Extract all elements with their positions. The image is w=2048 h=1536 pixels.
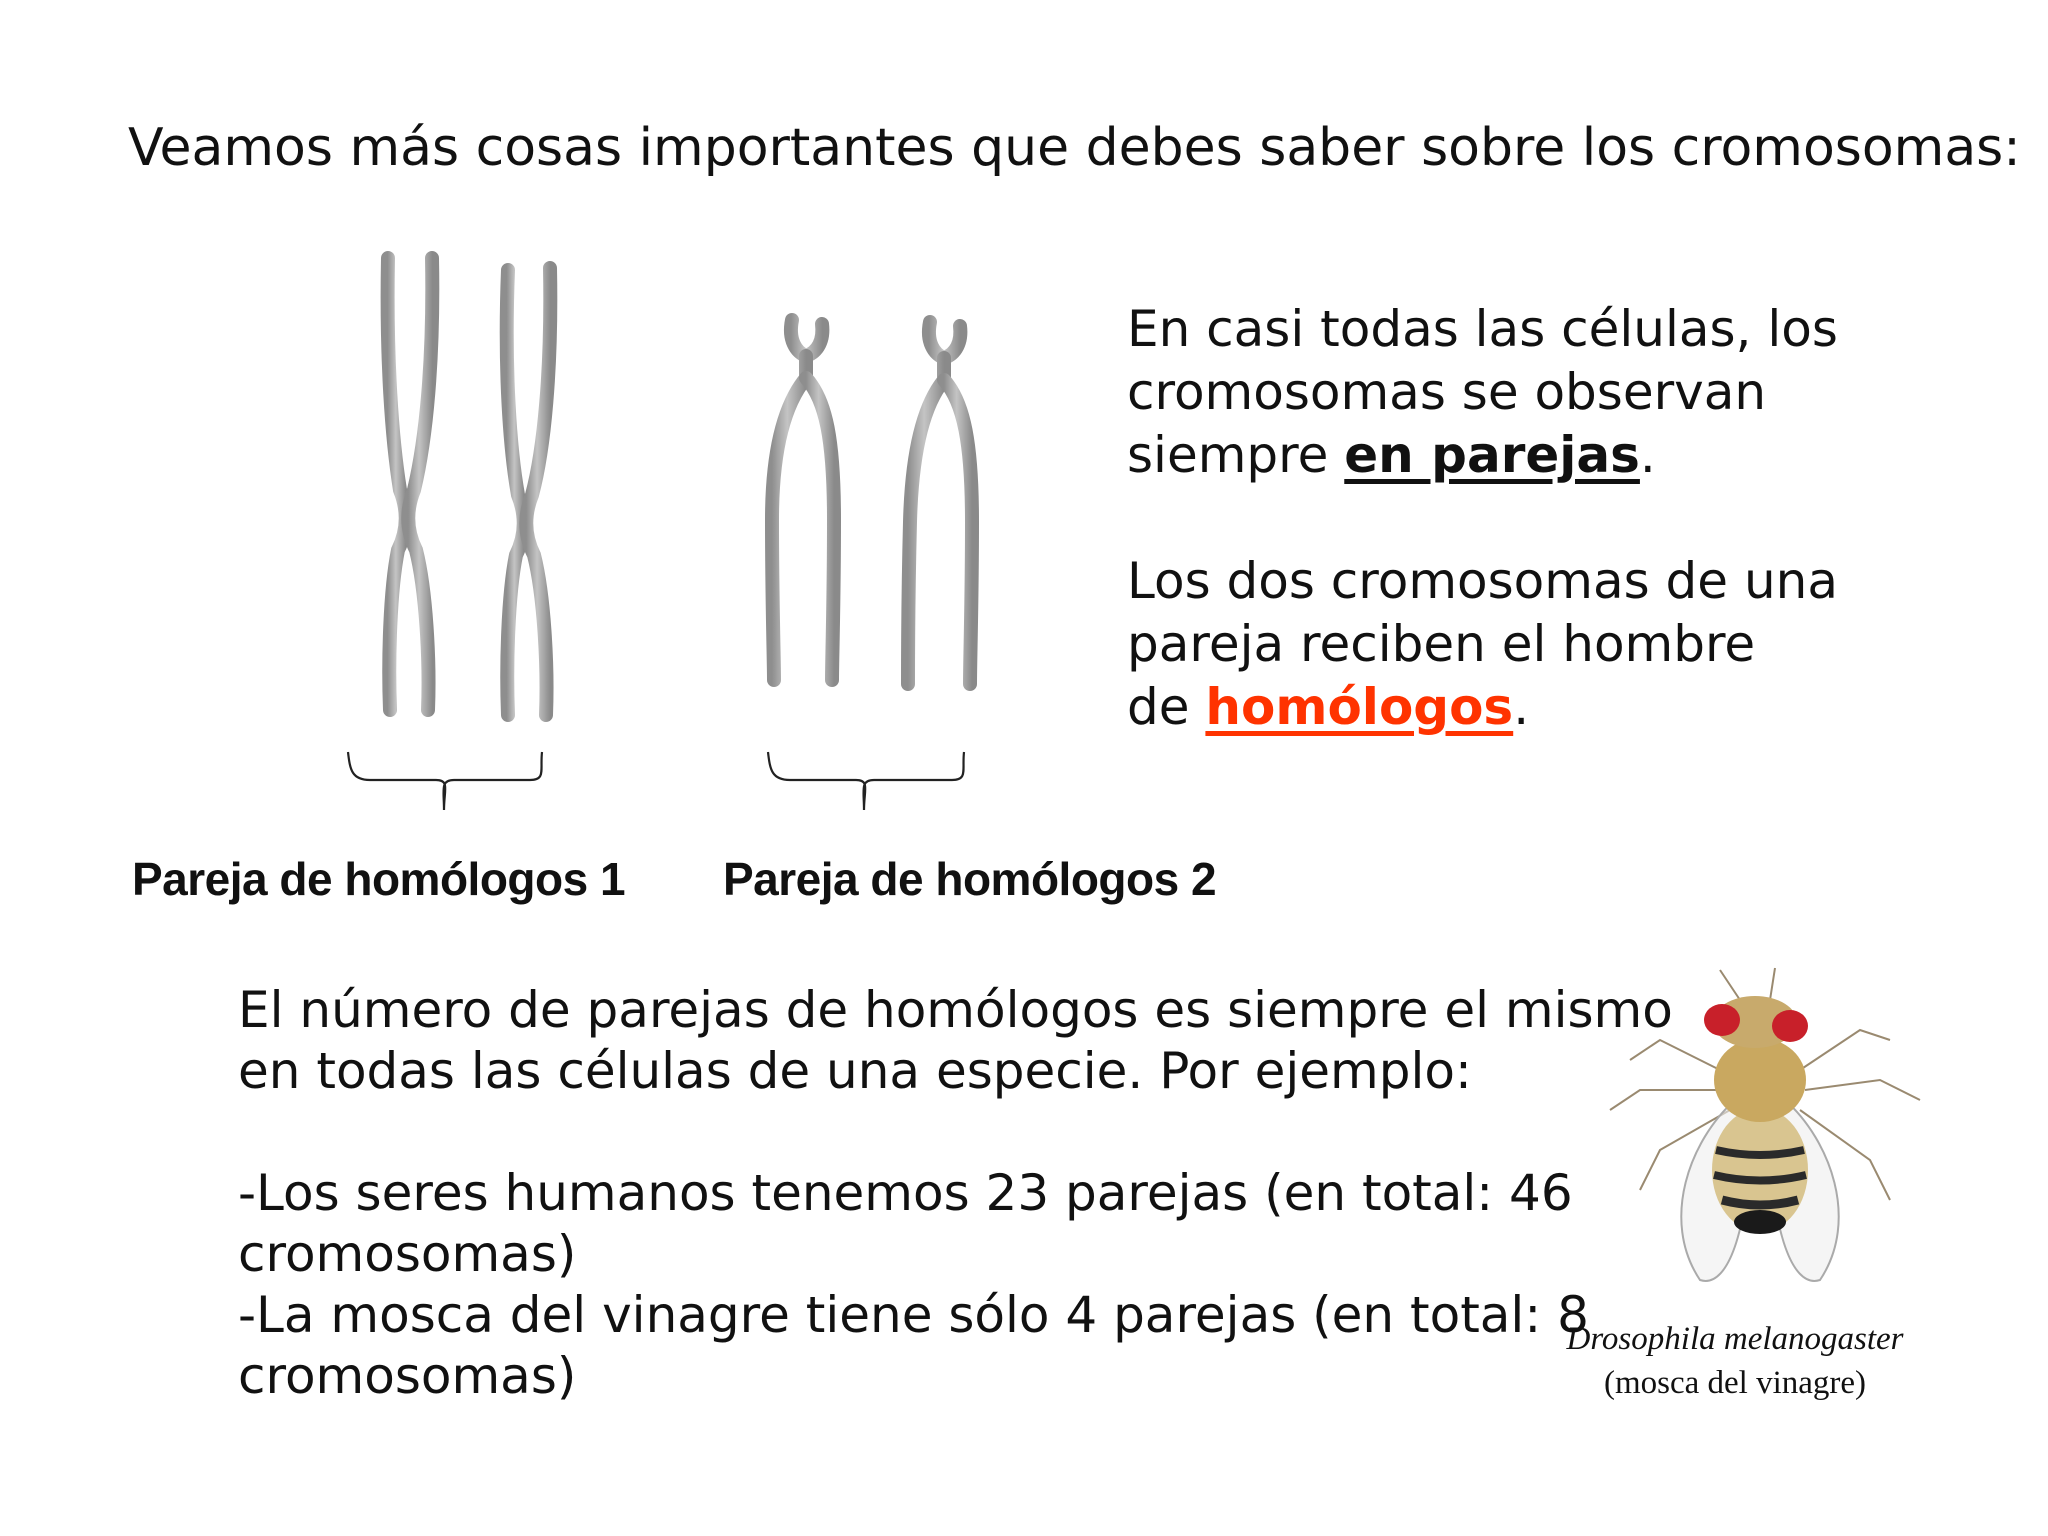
chromosome-pair-1 <box>388 258 551 715</box>
common-name: (mosca del vinagre) <box>1603 1365 1867 1401</box>
text-line: en todas las células de una especie. Por ejemplo: <box>238 1042 1472 1100</box>
pair-1-label: Pareja de homólogos 1 <box>132 853 626 905</box>
homologous-explanation <box>1127 298 1838 739</box>
chromosome-pairs-illustration <box>340 240 1020 820</box>
fly-caption <box>1555 1317 1915 1405</box>
eye-right <box>1772 1010 1808 1042</box>
text-line: El número de parejas de homólogos es siempre el mismo <box>238 981 1673 1039</box>
emphasis-en-parejas: en parejas <box>1344 426 1640 484</box>
text-line: Los dos cromosomas de una <box>1127 552 1838 610</box>
text-line <box>1127 424 1838 487</box>
text-line <box>1127 676 1838 739</box>
text-line: -Los seres humanos tenemos 23 parejas (en total: 46 <box>238 1164 1573 1222</box>
text-line: En casi todas las células, los <box>1127 300 1838 358</box>
species-explanation <box>238 980 1673 1407</box>
chromosome-pair-2 <box>772 320 972 684</box>
text-segment: siempre <box>1127 426 1345 484</box>
eye-left <box>1704 1004 1740 1036</box>
brace-pair-1 <box>348 752 542 810</box>
fruit-fly-image <box>1600 960 1940 1300</box>
pair-2-label: Pareja de homólogos 2 <box>723 853 1217 905</box>
text-segment: . <box>1639 426 1656 484</box>
brace-pair-2 <box>768 752 964 810</box>
text-segment: . <box>1513 678 1530 736</box>
emphasis-homologos: homólogos <box>1205 678 1514 736</box>
species-name: Drosophila melanogaster <box>1566 1321 1904 1357</box>
text-segment: de <box>1127 678 1206 736</box>
text-line: cromosomas se observan <box>1127 363 1767 421</box>
text-line: pareja reciben el hombre <box>1127 615 1756 673</box>
text-line: -La mosca del vinagre tiene sólo 4 parejas (en total: 8 <box>238 1286 1589 1344</box>
text-line: cromosomas) <box>238 1347 577 1405</box>
page-title: Veamos más cosas importantes que debes saber sobre los cromosomas: <box>128 118 2021 178</box>
text-line: cromosomas) <box>238 1225 577 1283</box>
